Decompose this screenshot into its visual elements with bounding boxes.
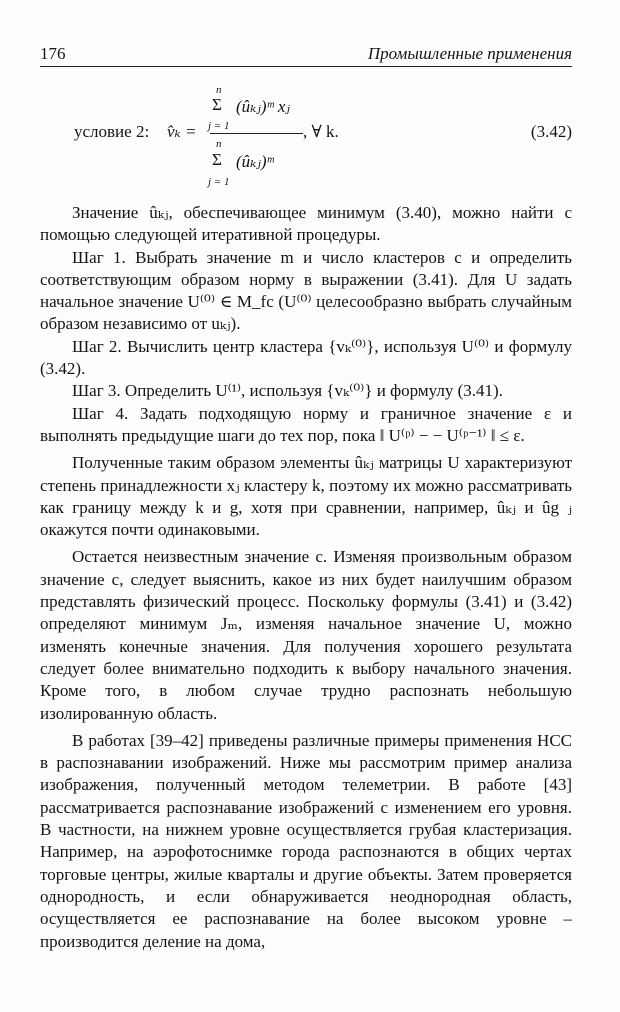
running-title: Промышленные применения	[367, 44, 572, 63]
formula-3-42	[0, 0, 620, 200]
paragraph-works: В работах [39–42] приведены различные примеры применения НСС в распознавании изображений. Ниже мы рассмотрим пример анализа изображения, полученный методом телеметрии. В работе [43] рассматривается распознавание изображений с изменением его уровня. В частности, на нижнем уровне осуществляется грубая кластеризация. Например, на аэрофотоснимке города распознаются в общих чертах торговые центры, жилые кварталы и другие объекты. Затем проверяется однородность, и если обнаруживается неоднородная область, осуществляется ее распознавание на более высоком уровне – производится деление на дома,	[40, 730, 572, 951]
denominator-term: (ûₖⱼ)ᵐ	[236, 152, 274, 171]
paragraph-step-1: Шаг 1. Выбрать значение m и число кластеров c и определить соответствующим образом норму в выражении (3.41). Для U задать начальное значение U⁽⁰⁾ ∈ M_fc (U⁽⁰⁾ целесообразно выбрать случайным образом независимо от uₖⱼ).	[40, 247, 572, 334]
numerator-upper-limit: n	[216, 84, 222, 96]
denominator-sum-symbol: Σ	[212, 150, 222, 169]
formula-lhs: v̂ₖ =	[167, 122, 197, 141]
equation-number: (3.42)	[530, 122, 572, 141]
numerator-lower-limit: j = 1	[208, 120, 230, 132]
denominator-upper-limit: n	[216, 138, 222, 150]
paragraph-elements: Полученные таким образом элементы ûₖⱼ матрицы U характеризуют степень принадлежности xⱼ кластеру k, поэтому их можно рассматривать как границу между k и g, хотя при сравнении, например, ûₖⱼ и ûg ⱼ окажутся почти одинаковыми.	[40, 453, 572, 540]
paragraph-step-4: Шаг 4. Задать подходящую норму и граничное значение ε и выполнять предыдущие шаги до тех пор, пока ‖ U⁽ᵖ⁾ − − U⁽ᵖ⁻¹⁾ ‖ ≤ ε.	[40, 403, 572, 445]
denominator-lower-limit: j = 1	[208, 176, 230, 188]
paragraph-intro: Значение ûₖⱼ, обеспечивающее минимум (3.40), можно найти с помощью следующей итеративной процедуры.	[40, 203, 572, 245]
paragraph-step-3: Шаг 3. Определить U⁽¹⁾, используя {vₖ⁽⁰⁾} и формулу (3.41).	[72, 381, 503, 401]
numerator-sum-symbol: Σ	[212, 95, 222, 114]
paragraph-unknown-c: Остается неизвестным значение c. Изменяя произвольным образом значение c, следует выяснить, какое из них будет наилучшим образом представлять физический процесс. Поскольку формулы (3.41) и (3.42) определяют минимум Jₘ, изменяя начальное значение U, можно изменять конечные значения. Для получения хорошего результата следует более внимательно подходить к выбору начального значения. Кроме того, в любом случае трудно распознать небольшую изолированную область.	[40, 547, 572, 723]
formula-condition-label: условие 2:	[74, 122, 150, 141]
numerator-term: (ûₖⱼ)ᵐ xⱼ	[236, 97, 290, 116]
body-text	[40, 202, 572, 953]
page-number: 176	[40, 44, 66, 63]
formula-quantifier: , ∀ k.	[303, 122, 339, 141]
paragraph-step-2: Шаг 2. Вычислить центр кластера {vₖ⁽⁰⁾}, используя U⁽⁰⁾ и формулу (3.42).	[40, 336, 572, 379]
fraction-bar	[210, 133, 303, 134]
